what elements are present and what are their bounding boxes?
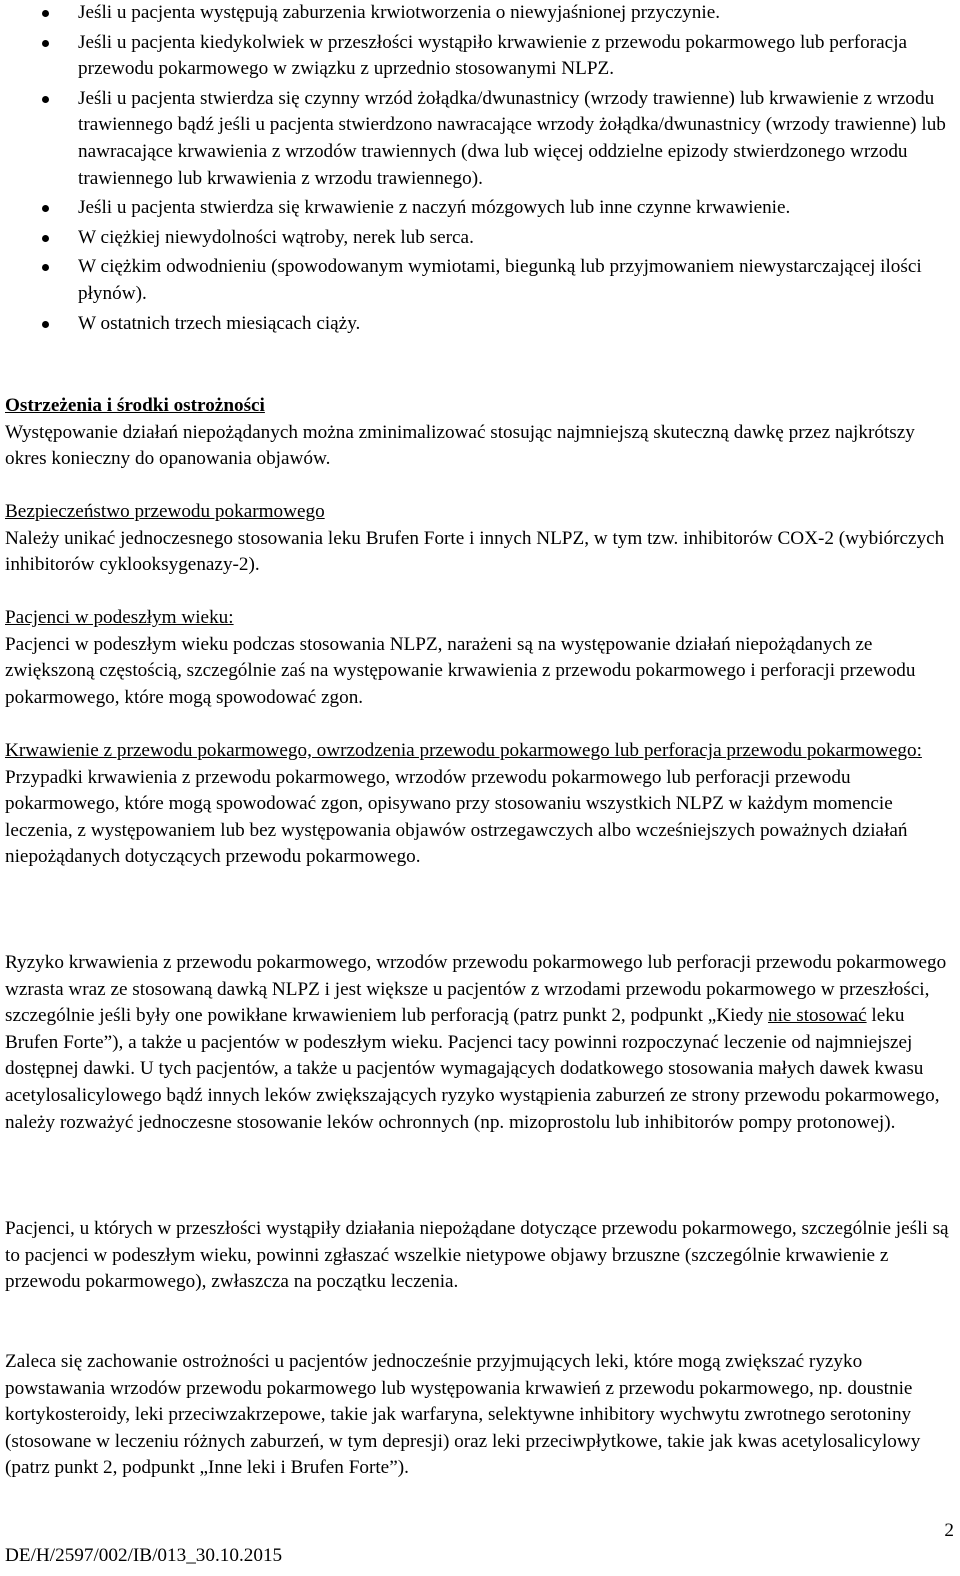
- contraindications-list: [5, 0, 950, 337]
- bullet-icon: [42, 40, 49, 47]
- list-item: [5, 30, 950, 83]
- page-number: 2: [944, 1520, 954, 1541]
- elderly-text: Pacjenci w podeszłym wieku podczas stosowania NLPZ, narażeni są na występowanie działań niepożądanych ze zwiększoną częstością, szczególnie zaś na występowanie krwawienia z przewodu pokarmowego i perforacji przewodu pokarmowego, które mogą spowodować zgon.: [5, 633, 916, 708]
- risk-text-part1: Ryzyko krwawienia z przewodu pokarmowego, wrzodów przewodu pokarmowego lub perforacji przewodu pokarmowego wzrasta wraz ze stosowaną dawką NLPZ i jest większe u pacjentów z wrzodami przewodu pokarmowego w przeszłości, szczególnie jeśli były one powikłane krwawieniem lub perforacją (patrz punkt 2, podpunkt „Kiedy: [5, 952, 947, 1027]
- list-item: [5, 86, 950, 192]
- gi-safety-heading: Bezpieczeństwo przewodu pokarmowego: [5, 501, 325, 522]
- bullet-icon: [42, 235, 49, 242]
- list-item-text: Jeśli u pacjenta stwierdza się krwawienie z naczyń mózgowych lub inne czynne krwawienie.: [78, 197, 791, 219]
- risk-text-part2: leku Brufen Forte”), a także u pacjentów w podeszłym wieku. Pacjenci tacy powinni rozpoczynać leczenie od najmniejszej dostępnej dawki. U tych pacjentów, a także u pacjentów wymagających dodatkowego stosowania małych dawek kwasu acetylosalicylowego bądź innych leków zwiększających ryzyko wystąpienia zaburzeń ze strony przewodu pokarmowego, należy rozważyć jednoczesne stosowanie leków ochronnych (np. mizoprostolu lub inhibitorów pompy protonowej).: [5, 1005, 940, 1133]
- list-item-text: W ciężkiej niewydolności wątroby, nerek lub serca.: [78, 226, 474, 248]
- list-item: [5, 0, 950, 27]
- caution-section: [5, 1349, 950, 1482]
- risk-section: [5, 950, 950, 1136]
- warnings-text: Występowanie działań niepożądanych można zminimalizować stosując najmniejszą skuteczną dawkę przez najkrótszy okres konieczny do opanowania objawów.: [5, 421, 915, 470]
- caution-text: Zaleca się zachowanie ostrożności u pacjentów jednocześnie przyjmujących leki, które mogą zwiększać ryzyko powstawania wrzodów przewodu pokarmowego lub występowania krwawień z przewodu pokarmowego, np. doustnie kortykosteroidy, leki przeciwzakrzepowe, takie jak warfaryna, selektywne inhibitory wychwytu zwrotnego serotoniny (stosowane w leczeniu różnych zaburzeń, w tym depresji) oraz leki przeciwpłytkowe, takie jak kwas acetylosalicylowy (patrz punkt 2, podpunkt „Inne leki i Brufen Forte”).: [5, 1351, 921, 1479]
- list-item-text: Jeśli u pacjenta kiedykolwiek w przeszłości wystąpiło krwawienie z przewodu pokarmowego lub perforacja przewodu pokarmowego w związku z uprzednio stosowanymi NLPZ.: [78, 31, 908, 80]
- bleeding-section: [5, 738, 950, 871]
- bullet-icon: [42, 96, 49, 103]
- bleeding-heading: Krwawienie z przewodu pokarmowego, owrzodzenia przewodu pokarmowego lub perforacja przewodu pokarmowego:: [5, 740, 922, 761]
- bullet-icon: [42, 205, 49, 212]
- warnings-section: [5, 393, 950, 473]
- bullet-icon: [42, 10, 49, 17]
- bleeding-text: Przypadki krwawienia z przewodu pokarmowego, wrzodów przewodu pokarmowego lub perforacji przewodu pokarmowego, które mogą spowodować zgon, opisywano przy stosowaniu wszystkich NLPZ w każdym momencie leczenia, z występowaniem lub bez występowania objawów ostrzegawczych albo wcześniejszych poważnych działań niepożądanych dotyczących przewodu pokarmowego.: [5, 766, 908, 868]
- gi-safety-section: [5, 499, 950, 579]
- list-item: [5, 225, 950, 252]
- list-item: [5, 311, 950, 338]
- list-item-text: W ostatnich trzech miesiącach ciąży.: [78, 312, 361, 334]
- warnings-heading: Ostrzeżenia i środki ostrożności: [5, 395, 265, 416]
- document-footer-code: DE/H/2597/002/IB/013_30.10.2015: [5, 1545, 283, 1566]
- history-text: Pacjenci, u których w przeszłości wystąpiły działania niepożądane dotyczące przewodu pokarmowego, szczególnie jeśli są to pacjenci w podeszłym wieku, powinni zgłaszać wszelkie nietypowe objawy brzuszne (szczególnie krwawienie z przewodu pokarmowego), zwłaszcza na początku leczenia.: [5, 1218, 949, 1293]
- risk-text: [5, 950, 950, 1136]
- list-item-text: Jeśli u pacjenta występują zaburzenia krwiotworzenia o niewyjaśnionej przyczynie.: [78, 2, 721, 23]
- contraindications-list-block: [5, 0, 950, 340]
- history-section: [5, 1216, 950, 1296]
- gi-safety-text: Należy unikać jednoczesnego stosowania leku Brufen Forte i innych NLPZ, w tym tzw. inhibitorów COX-2 (wybiórczych inhibitorów cyklooksygenazy-2).: [5, 527, 945, 576]
- bullet-icon: [42, 264, 49, 271]
- elderly-section: [5, 605, 950, 711]
- list-item: [5, 254, 950, 307]
- elderly-heading: Pacjenci w podeszłym wieku:: [5, 607, 234, 628]
- bullet-icon: [42, 321, 49, 328]
- risk-text-underlined: nie stosować: [768, 1005, 867, 1027]
- list-item: [5, 195, 950, 222]
- list-item-text: Jeśli u pacjenta stwierdza się czynny wrzód żołądka/dwunastnicy (wrzody trawienne) lub krwawienie z wrzodu trawiennego bądź jeśli u pacjenta stwierdzono nawracające wrzody żołądka/dwunastnicy (wrzody trawienne) lub nawracające krwawienia z wrzodów trawiennych (dwa lub więcej oddzielne epizody stwierdzonego wrzodu trawiennego lub krwawienia z wrzodu trawiennego).: [78, 87, 946, 189]
- list-item-text: W ciężkim odwodnieniu (spowodowanym wymiotami, biegunką lub przyjmowaniem niewystarczającej ilości płynów).: [78, 256, 922, 304]
